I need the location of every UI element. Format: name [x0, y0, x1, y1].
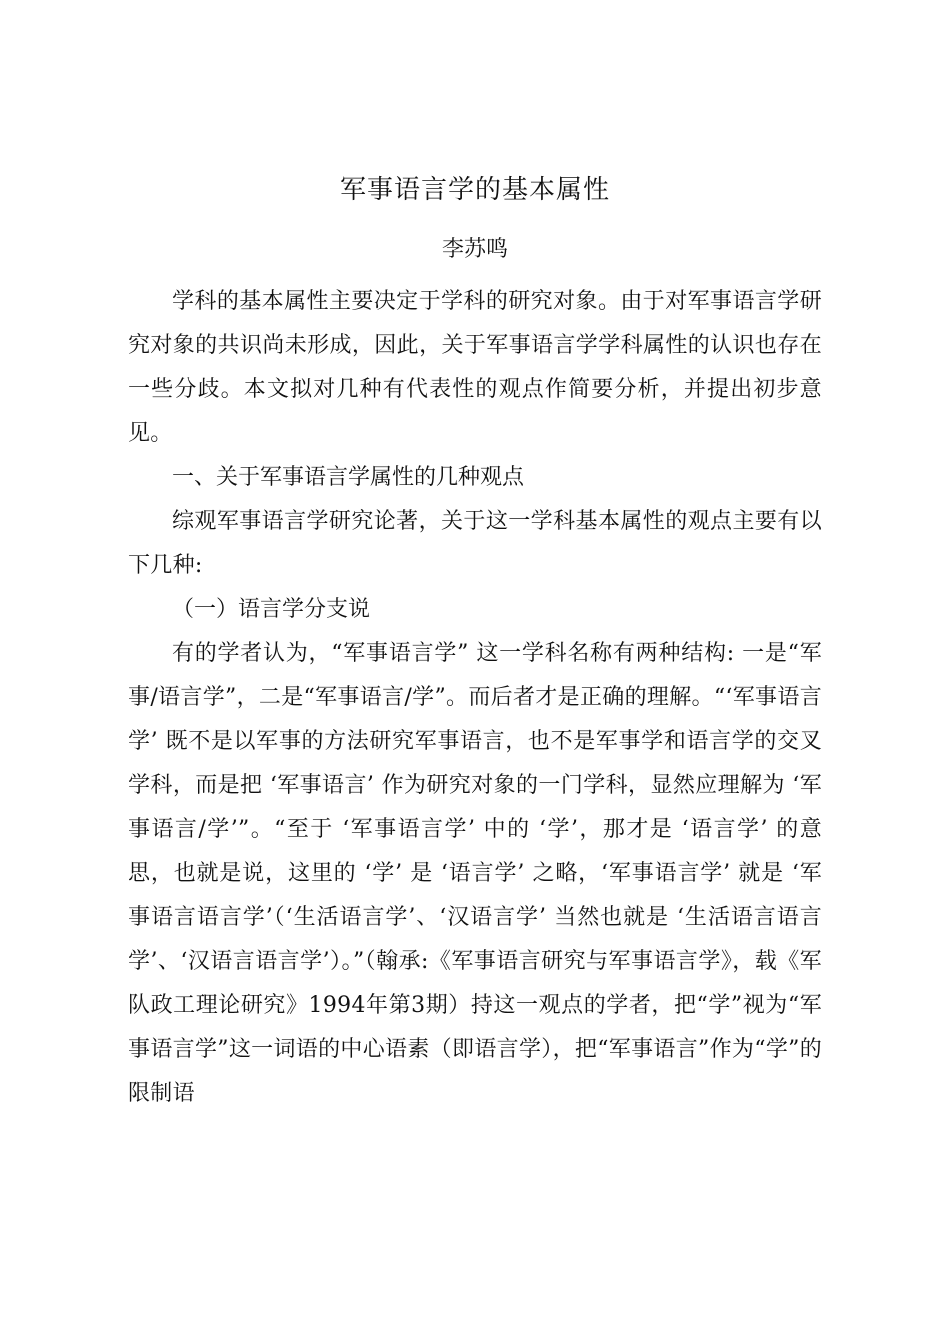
document-title: 军事语言学的基本属性: [339, 175, 610, 205]
section-heading: 一、关于军事语言学属性的几种观点: [172, 465, 525, 490]
intro-paragraph: 学科的基本属性主要决定于学科的研究对象。由于对军事语言学研究对象的共识尚未形成，因此，关于军事语言学学科属性的认识也存在一些分歧。本文拟对几种有代表性的观点作简要分析，并提出初步意见。: [128, 289, 822, 446]
section-paragraph: 综观军事语言学研究论著，关于这一学科基本属性的观点主要有以下几种:: [128, 509, 822, 578]
subsection-paragraph: 有的学者认为，“军事语言学” 这一学科名称有两种结构: 一是“军事/语言学”，二是“军事语言/学”。而后者才是正确的理解。“‘军事语言学’ 既不是以军事的方法研究军事语言，也不是军事学和语言学的交叉学科，而是把 ‘军事语言’ 作为研究对象的一门学科，显然应理解为 ‘军事语言/学’”。“至于 ‘军事语言学’ 中的 ‘学’，那才是 ‘语言学’ 的意思，也就是说，这里的 ‘学’ 是 ‘语言学’ 之略，‘军事语言学’ 就是 ‘军事语言语言学’（‘生活语言学’、‘汉语言学’ 当然也就是 ‘生活语言语言学’、‘汉语言语言学’）。”（翰承:《军事语言研究与军事语言学》，载《军队政工理论研究》1994年第3期）持这一观点的学者，把“学”视为“军事语言学”这一词语的中心语素（即语言学），把“军事语言”作为“学”的限制语: [128, 641, 822, 1106]
subsection-heading: （一）语言学分支说: [172, 597, 371, 622]
document-body: [128, 280, 822, 1116]
document-author: 李苏鸣: [441, 237, 508, 262]
